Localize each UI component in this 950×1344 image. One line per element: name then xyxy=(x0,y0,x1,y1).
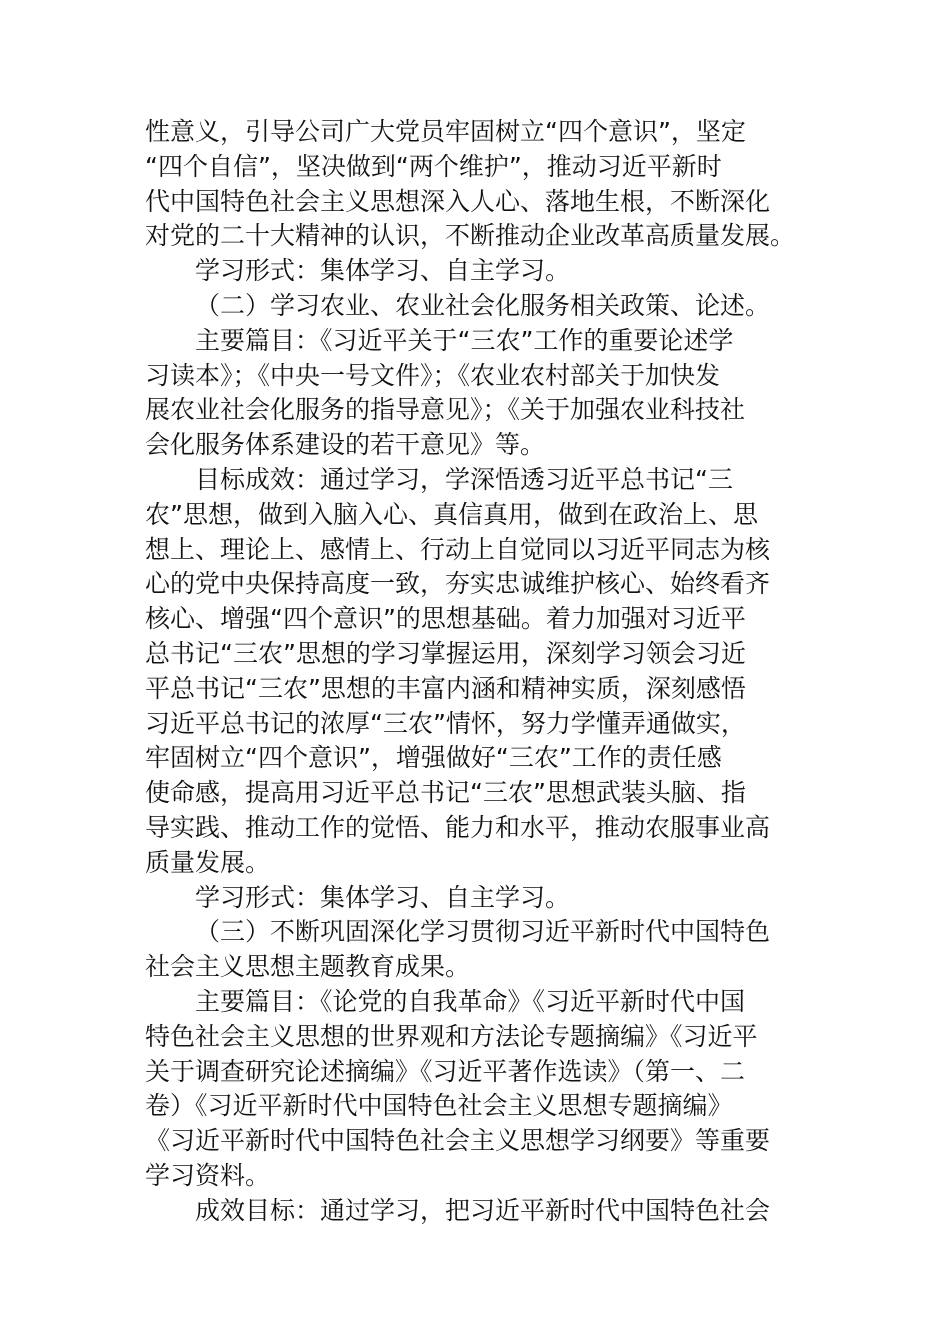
text-line: 学习资料。 xyxy=(145,1160,271,1190)
text-line: 成效目标：通过学习，把习近平新时代中国特色社会 xyxy=(195,1195,771,1225)
text-line: 目标成效：通过学习，学深悟透习近平总书记“三 xyxy=(195,464,733,494)
text-line: 导实践、推动工作的觉悟、能力和水平，推动农服事业高 xyxy=(145,812,771,842)
text-line: 习读本》；《中央一号文件》；《农业农村部关于加快发 xyxy=(145,360,721,390)
document-body xyxy=(145,115,807,1229)
section-heading: （三）不断巩固深化学习贯彻习近平新时代中国特色 xyxy=(195,917,771,947)
text-line: 习近平总书记的浓厚“三农”情怀，努力学懂弄通做实， xyxy=(145,708,746,738)
text-line: 主要篇目：《习近平关于“三农”工作的重要论述学 xyxy=(195,325,734,355)
text-line: 学习形式：集体学习、自主学习。 xyxy=(195,882,571,912)
text-line: 核心、增强“四个意识”的思想基础。着力加强对习近平 xyxy=(145,604,746,634)
text-line: 会化服务体系建设的若干意见》等。 xyxy=(145,430,546,460)
text-line: 使命感，提高用习近平总书记“三农”思想武装头脑、指 xyxy=(145,778,746,808)
text-line: 学习形式：集体学习、自主学习。 xyxy=(195,256,571,286)
text-line: 主要篇目：《论党的自我革命》《习近平新时代中国 xyxy=(195,986,746,1016)
text-line: 质量发展。 xyxy=(145,847,271,877)
text-line: 想上、理论上、感情上、行动上自觉同以习近平同志为核 xyxy=(145,534,771,564)
text-line: 心的党中央保持高度一致，夯实忠诚维护核心、始终看齐 xyxy=(145,569,771,599)
text-line: 卷）《习近平新时代中国特色社会主义思想专题摘编》 xyxy=(145,1091,733,1121)
text-line: 社会主义思想主题教育成果。 xyxy=(145,952,471,982)
text-line: 牢固树立“四个意识”，增强做好“三农”工作的责任感 xyxy=(145,743,722,773)
text-line: “四个自信”，坚决做到“两个维护”，推动习近平新时 xyxy=(145,151,722,181)
text-line: 代中国特色社会主义思想深入人心、落地生根，不断深化 xyxy=(145,186,771,216)
text-line: 总书记“三农”思想的学习掌握运用，深刻学习领会习近 xyxy=(145,638,746,668)
text-line: 农”思想，做到入脑入心、真信真用，做到在政治上、思 xyxy=(145,499,758,529)
text-line: 展农业社会化服务的指导意见》；《关于加强农业科技社 xyxy=(145,395,746,425)
section-heading: （二）学习农业、农业社会化服务相关政策、论述。 xyxy=(195,290,771,320)
text-line: 《习近平新时代中国特色社会主义思想学习纲要》等重要 xyxy=(145,1126,771,1156)
text-line: 特色社会主义思想的世界观和方法论专题摘编》《习近平 xyxy=(145,1021,758,1051)
text-line: 平总书记“三农”思想的丰富内涵和精神实质，深刻感悟 xyxy=(145,673,746,703)
text-line: 关于调查研究论述摘编》《习近平著作选读》（第一、二 xyxy=(145,1056,746,1086)
text-line: 性意义，引导公司广大党员牢固树立“四个意识”，坚定 xyxy=(145,117,746,146)
text-line: 对党的二十大精神的认识，不断推动企业改革高质量发展。 xyxy=(145,221,796,251)
